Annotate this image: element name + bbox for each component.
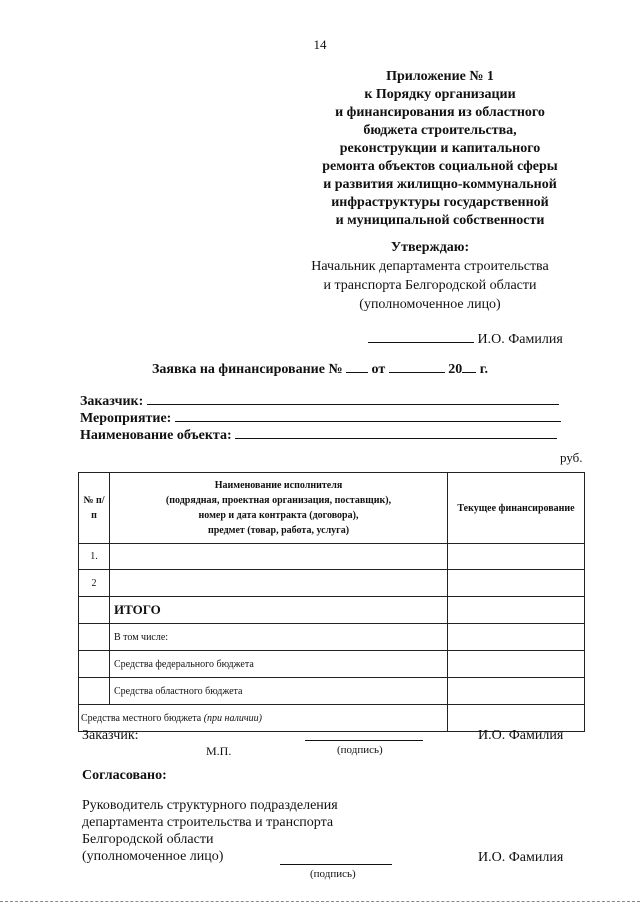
request-title xyxy=(0,360,640,378)
agreed-line: Руководитель структурного подразделения xyxy=(82,798,338,813)
request-number-blank[interactable] xyxy=(346,360,368,373)
approval-signer: И.О. Фамилия xyxy=(477,332,563,347)
request-year: 20 xyxy=(448,362,463,377)
table-header-row xyxy=(79,473,585,544)
request-date-blank[interactable] xyxy=(389,360,445,373)
agreed-line: Белгородской области xyxy=(82,832,214,847)
including-financing-cell[interactable] xyxy=(448,624,585,651)
object-input-line[interactable] xyxy=(235,426,557,439)
object-field xyxy=(80,426,557,444)
request-from: от xyxy=(371,362,386,377)
customer-signature-line[interactable] xyxy=(305,740,423,741)
including-label: В том числе: xyxy=(110,624,448,651)
customer-label: Заказчик: xyxy=(80,394,144,409)
regional-financing-cell[interactable] xyxy=(448,678,585,705)
customer-input-line[interactable] xyxy=(147,392,559,405)
header-name-line: номер и дата контракта (договора), xyxy=(198,510,359,521)
approval-line: Начальник департамента строительства xyxy=(311,259,549,274)
local-label-text: Средства местного бюджета xyxy=(81,712,202,724)
stamp-placeholder: М.П. xyxy=(206,744,232,758)
empty-cell xyxy=(79,597,110,624)
customer-field xyxy=(80,392,559,410)
annex-line: ремонта объектов социальной сферы xyxy=(322,159,558,174)
header-name-line: предмет (товар, работа, услуга) xyxy=(207,525,350,536)
page-number: 14 xyxy=(313,37,327,52)
annex-line: реконструкции и капитального xyxy=(339,141,541,156)
agreed-signature-line[interactable] xyxy=(280,864,392,865)
header-number: № п/п xyxy=(79,473,110,544)
request-year-blank[interactable] xyxy=(462,360,476,373)
header-financing: Текущее финансирование xyxy=(448,473,585,544)
total-label: ИТОГО xyxy=(110,597,448,624)
header-name-line: Наименование исполнителя xyxy=(214,480,343,491)
signature-blank[interactable] xyxy=(368,330,474,343)
table-row xyxy=(79,544,585,570)
table-row xyxy=(79,624,585,651)
event-field xyxy=(80,409,561,427)
approval-signature xyxy=(368,330,563,348)
annex-line: Приложение № 1 xyxy=(386,69,494,84)
approval-line: и транспорта Белгородской области xyxy=(323,278,537,293)
annex-line: и развития жилищно-коммунальной xyxy=(323,177,557,192)
local-label-note: (при наличии) xyxy=(203,712,262,724)
request-year-suffix: г. xyxy=(479,362,488,377)
approval-heading: Утверждаю: xyxy=(390,240,470,255)
agreed-heading: Согласовано: xyxy=(82,768,167,783)
agreed-line: (уполномоченное лицо) xyxy=(82,849,224,864)
financing-table xyxy=(78,472,585,732)
table-row xyxy=(79,570,585,597)
header-name xyxy=(110,473,448,544)
customer-sign-name: И.О. Фамилия xyxy=(478,728,564,743)
row-number: 1. xyxy=(79,544,110,570)
row-name-cell[interactable] xyxy=(110,544,448,570)
agreed-name: И.О. Фамилия xyxy=(478,850,564,865)
row-financing-cell[interactable] xyxy=(448,570,585,597)
annex-line: и муниципальной собственности xyxy=(335,213,545,228)
agreed-line: департамента строительства и транспорта xyxy=(82,815,334,830)
table-row xyxy=(79,651,585,678)
agreed-signature-caption: (подпись) xyxy=(310,868,356,880)
request-label: Заявка на финансирование № xyxy=(151,362,343,377)
row-name-cell[interactable] xyxy=(110,570,448,597)
annex-line: к Порядку организации xyxy=(364,87,516,102)
regional-label: Средства областного бюджета xyxy=(110,678,448,705)
federal-financing-cell[interactable] xyxy=(448,651,585,678)
empty-cell xyxy=(79,651,110,678)
event-input-line[interactable] xyxy=(175,409,561,422)
header-name-line: (подрядная, проектная организация, поставщик), xyxy=(165,495,392,506)
table-row xyxy=(79,678,585,705)
approval-line: (уполномоченное лицо) xyxy=(359,297,501,312)
table-row xyxy=(79,597,585,624)
approval-block xyxy=(300,238,560,314)
signature-caption: (подпись) xyxy=(337,744,383,756)
annex-header xyxy=(290,68,590,230)
agreed-block xyxy=(82,797,338,865)
customer-sign-label: Заказчик: xyxy=(82,728,139,743)
empty-cell xyxy=(79,624,110,651)
currency-label: руб. xyxy=(560,450,583,465)
empty-cell xyxy=(79,678,110,705)
page-edge-divider xyxy=(0,901,640,902)
federal-label: Средства федерального бюджета xyxy=(110,651,448,678)
object-label: Наименование объекта: xyxy=(80,428,232,443)
total-financing-cell[interactable] xyxy=(448,597,585,624)
annex-line: и финансирования из областного xyxy=(335,105,545,120)
row-financing-cell[interactable] xyxy=(448,544,585,570)
event-label: Мероприятие: xyxy=(80,411,172,426)
annex-line: бюджета строительства, xyxy=(363,123,517,138)
row-number: 2 xyxy=(79,570,110,597)
annex-line: инфраструктуры государственной xyxy=(331,195,549,210)
